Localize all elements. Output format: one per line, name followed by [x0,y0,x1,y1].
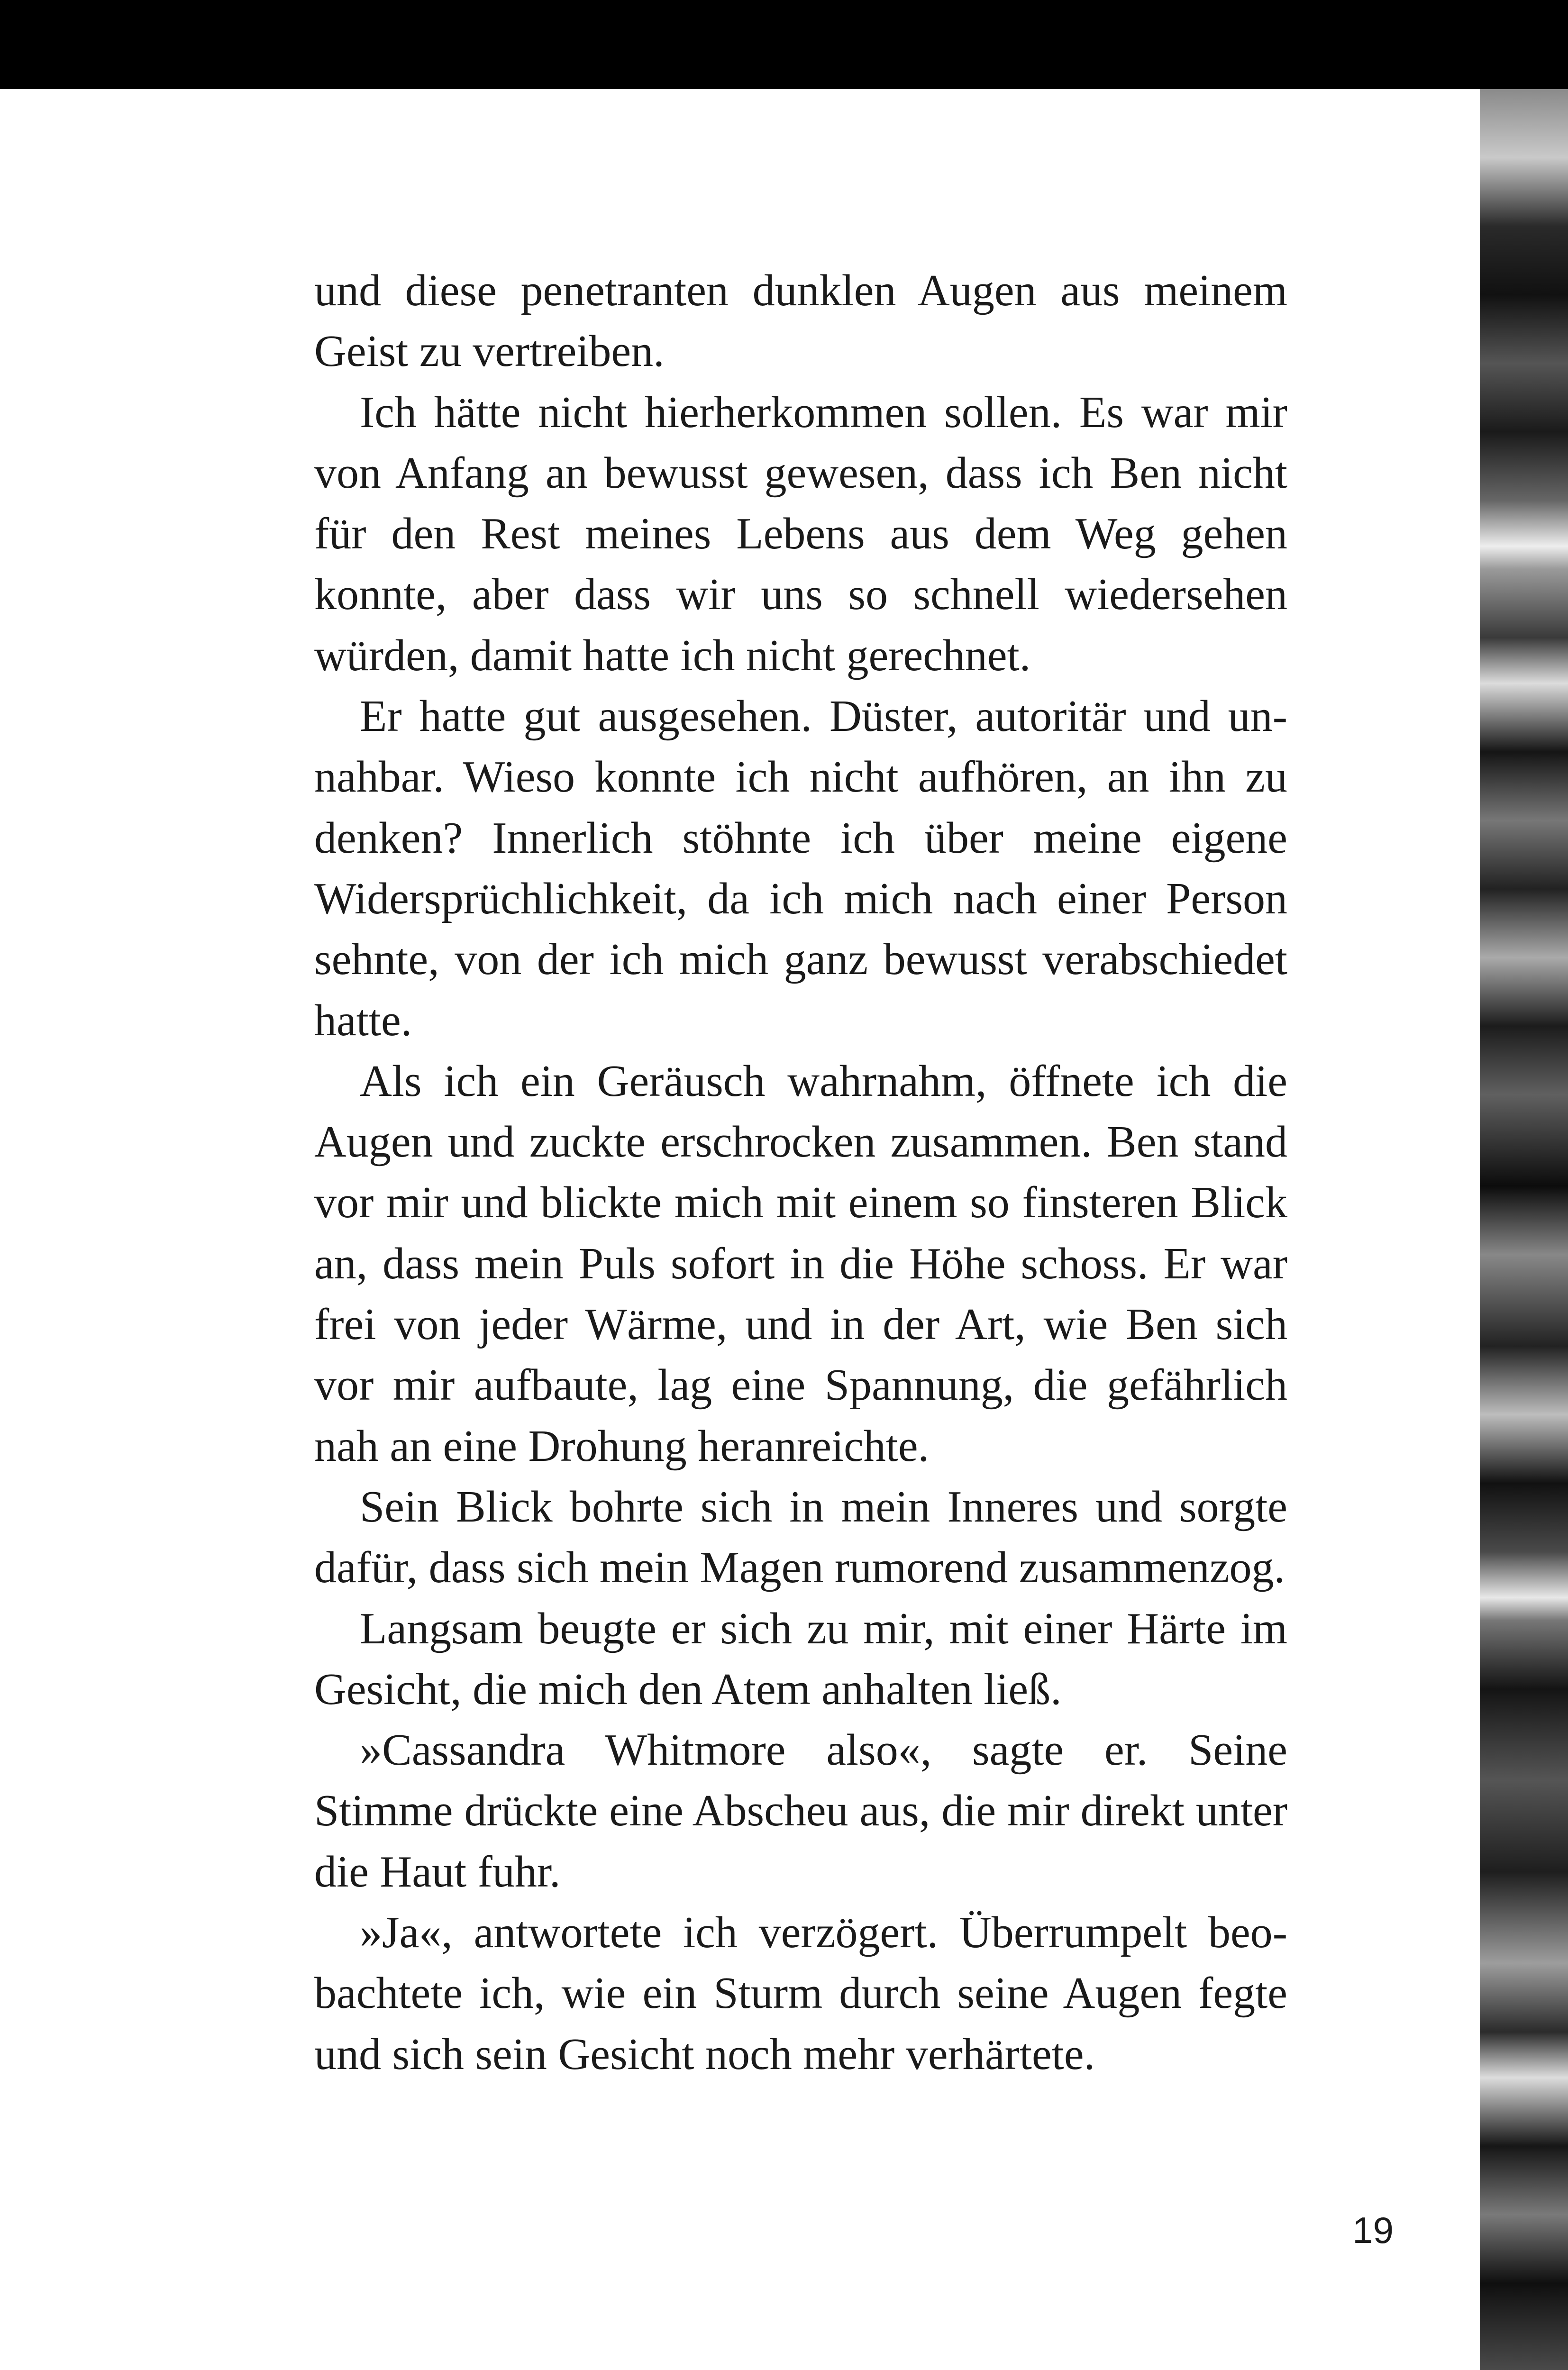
paragraph-4: Als ich ein Geräusch wahrnahm, öffnete ich die Augen und zuckte erschrocken zusammen. Ben stand vor mir und blickte mich mit einem so finsteren Blick an, dass mein Puls sofort in die Höhe schoss. Er war frei von jeder Wärme, und in der Art, wie Ben sich vor mir aufbaute, lag eine Spannung, die gefährlich nah an eine Drohung heranreichte. [314,1056,1287,1471]
paragraph-8: »Ja«, antwortete ich verzögert. Überrumpelt beobachtete ich, wie ein Sturm durch seine Augen fegte und sich sein Gesicht noch mehr verhärtete. [314,1908,1287,2079]
page-edge-stripes [1480,89,1568,2370]
paragraph-5: Sein Blick bohrte sich in mein Inneres und sorgte dafür, dass sich mein Magen rumorend zusammenzog. [314,1482,1287,1593]
page-number: 19 [1352,2209,1394,2251]
paragraph-1: und diese penetranten dunklen Augen aus meinem Geist zu vertreiben. [314,266,1287,376]
paragraph-2: Ich hätte nicht hierherkommen sollen. Es war mir von Anfang an bewusst gewesen, dass ich Ben nicht für den Rest meines Lebens aus dem Weg gehen konnte, aber dass wir uns so schnell wiedersehen würden, damit hatte ich nicht gerechnet. [314,387,1287,680]
paragraph-3: Er hatte gut ausgesehen. Düster, autoritär und unnahbar. Wieso konnte ich nicht aufhören, an ihn zu denken? Innerlich stöhnte ich über meine eigene Widersprüchlichkeit, da ich mich nach einer Person sehnte, von der ich mich ganz bewusst verabschiedet hatte. [314,692,1287,1045]
body-text [314,260,1287,2085]
paragraph-7: »Cassandra Whitmore also«, sagte er. Seine Stimme drückte eine Abscheu aus, die mir direkt unter die Haut fuhr. [314,1725,1287,1896]
paragraph-6: Langsam beugte er sich zu mir, mit einer Härte im Gesicht, die mich den Atem anhalten ließ. [314,1604,1287,1714]
